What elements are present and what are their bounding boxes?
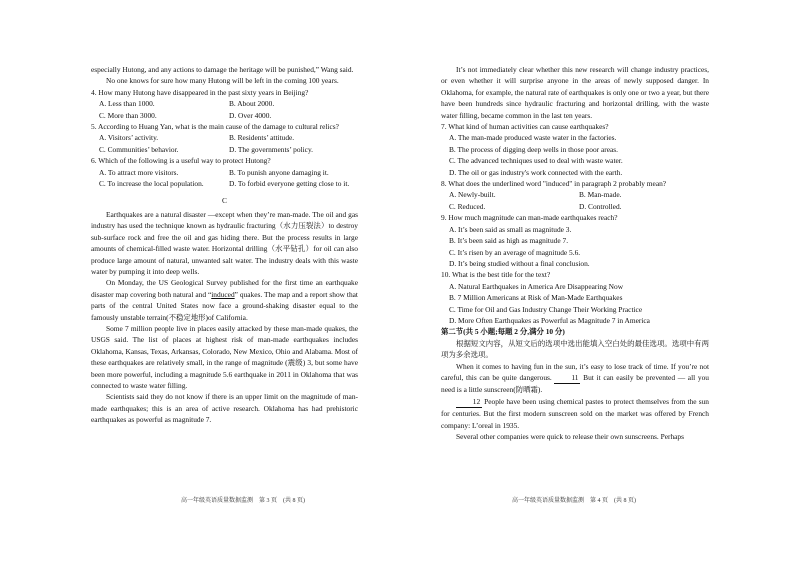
option: A. Visitors’ activity. [99, 133, 159, 143]
option: A. Newly-built. [449, 190, 496, 200]
blank-11[interactable]: 11 [554, 372, 580, 384]
passage-c-paragraph-2 [91, 277, 358, 323]
question-6-options-ab [91, 167, 358, 178]
page-footer-right: 高一年级英语质量数据监测 第 4 页 (共 8 页) [512, 498, 636, 504]
sunscreen-paragraph-3: Several other companies were quick to release their own sunscreens. Perhaps [456, 432, 685, 441]
option: D. Controlled. [579, 201, 622, 211]
option: D. Over 4000. [229, 110, 272, 120]
question-4-options-ab [91, 98, 358, 109]
option: C. More than 3000. [99, 110, 157, 120]
option: B. About 2000. [229, 99, 275, 109]
option: A. Natural Earthquakes in America Are Disappearing Now [449, 281, 624, 291]
text-run: ” quakes. The map and a report show that parts of the central United States now face a ground-shaking disaster equal to the famously unstable terrain(不稳定地形)of California. [91, 289, 358, 322]
option: B. The process of digging deep wells in those poor areas. [449, 144, 618, 154]
question-8-options-cd [441, 201, 709, 212]
passage-c-paragraph-5: It’s not immediately clear whether this new research will change industry practices, or even whether it will surprise anyone in the areas of newly supposed danger. In Oklahoma, for example, the natural rate of earthquakes is only one or two a year, but there have been hundreds since hydraulic fracturing and horizontal drilling, with the waste water filling, became common in the last ten years. [441, 65, 709, 120]
option: C. The advanced techniques used to deal with waste water. [449, 156, 623, 166]
option: B. To punish anyone damaging it. [229, 167, 329, 177]
question-5-options-cd [91, 144, 358, 155]
question-8: 8. What does the underlined word "induced" in paragraph 2 probably mean? [441, 179, 667, 189]
text-run: On Monday, the US Geological Survey published for the first time an earthquake disaster map covering both natural and “ [91, 278, 358, 299]
page-footer-left: 高一年级英语质量数据监测 第 3 页 (共 8 页) [181, 498, 305, 504]
blank-12[interactable]: 12 [456, 396, 482, 408]
option: B. 7 Million Americans at Risk of Man-Made Earthquakes [449, 293, 623, 303]
intro-paragraph-2: No one knows for sure how many Hutong will be left in the coming 100 years. [106, 76, 339, 86]
sunscreen-paragraph-1 [441, 361, 709, 396]
option: B. Residents’ attitude. [229, 133, 295, 143]
question-6: 6. Which of the following is a useful way to protect Hutong? [91, 156, 271, 166]
part-2-instructions: 根据短文内容，从短文后的选项中选出能填入空白处的最佳选项。选项中有两项为多余选项。 [441, 338, 709, 360]
question-5-options-ab [91, 132, 358, 143]
option: D. The oil or gas industry's work connected with the earth. [449, 167, 623, 177]
passage-c-paragraph-4: Scientists said they do not know if there is an upper limit on the magnitude of man-made earthquakes; this is an area of active research. Oklahoma has had prehistoric earthquakes as powerful as magnitude 7. [91, 392, 358, 425]
question-4-options-cd [91, 110, 358, 121]
underlined-word-induced: induced [211, 289, 235, 299]
option: D. To forbid everyone getting close to it. [229, 179, 350, 189]
option: B. Man-made. [579, 190, 622, 200]
option: A. Less than 1000. [99, 99, 155, 109]
option: A. The man-made produced waste water in the factories. [449, 133, 617, 143]
left-column [91, 64, 358, 426]
section-c-title: C [222, 196, 227, 206]
text-run: People have been using chemical pastes to protect themselves from the sun for centuries. But the first modern sunscreen sold on the market was offered by French company: L’oreal in 1935. [441, 396, 709, 430]
option: B. It’s been said as high as magnitude 7. [449, 236, 569, 246]
question-6-options-cd [91, 178, 358, 189]
sunscreen-paragraph-2 [441, 396, 709, 431]
option: C. Reduced. [449, 201, 486, 211]
text-run: When it comes to having fun in the sun, it’s easy to lose track of time. If you’re not careful, this can be quite dangerous. [441, 361, 709, 382]
right-column [441, 64, 709, 442]
part-2-title: 第二节(共 5 小题;每题 2 分,满分 10 分) [441, 327, 565, 337]
question-7: 7. What kind of human activities can cause earthquakes? [441, 122, 609, 132]
option: C. Time for Oil and Gas Industry Change Their Working Practice [449, 304, 643, 314]
option: C. To increase the local population. [99, 179, 204, 189]
option: D. It’s being studied without a final conclusion. [449, 258, 590, 268]
passage-c-paragraph-3: Some 7 million people live in places easily attacked by these man-made quakes, the USGS said. The list of places at highest risk of man-made earthquakes includes Oklahoma, Kansas, Texas, Arkansas, Colorado, New Mexico, Ohio and Alabama. Most of these earthquakes are relatively small, in the range of magnitude (震级) 3, but some have been more powerful, including a magnitude 5.6 earthquake in 2011 in Oklahoma that was connected to waste water filling. [91, 323, 358, 390]
question-10: 10. What is the best title for the text? [441, 270, 551, 280]
option: D. More Often Earthquakes as Powerful as Magnitude 7 in America [449, 315, 650, 325]
question-9: 9. How much magnitude can man-made earthquakes reach? [441, 213, 618, 223]
text-run: But it can easily be prevented — all you need is a little sunscreen(防晒霜). [441, 372, 709, 395]
option: C. It’s risen by an average of magnitude 5.6. [449, 247, 581, 257]
question-5: 5. According to Huang Yan, what is the main cause of the damage to cultural relics? [91, 122, 339, 132]
intro-continuation: especially Hutong, and any actions to damage the heritage will be punished,” Wang said. [91, 65, 354, 74]
option: C. Communities’ behavior. [99, 144, 179, 154]
option: A. To attract more visitors. [99, 167, 179, 177]
question-4: 4. How many Hutong have disappeared in the past sixty years in Beijing? [91, 87, 309, 97]
option: A. It’s been said as small as magnitude 3. [449, 224, 572, 234]
question-8-options-ab [441, 189, 709, 200]
option: D. The governments’ policy. [229, 144, 314, 154]
passage-c-paragraph-1: Earthquakes are a natural disaster —except when they’re man-made. The oil and gas industry has used the technique known as hydraulic fracturing（水力压裂法）to destroy sub-surface rock and free the oil and gas hiding there. But the process results in large amounts of chemical-filled waste water. Horizontal drilling（水平钻孔）for oil can also produce large amount of natural, unwanted salt water. The industry deals with this waste water by pumping it into deep wells. [91, 209, 358, 276]
